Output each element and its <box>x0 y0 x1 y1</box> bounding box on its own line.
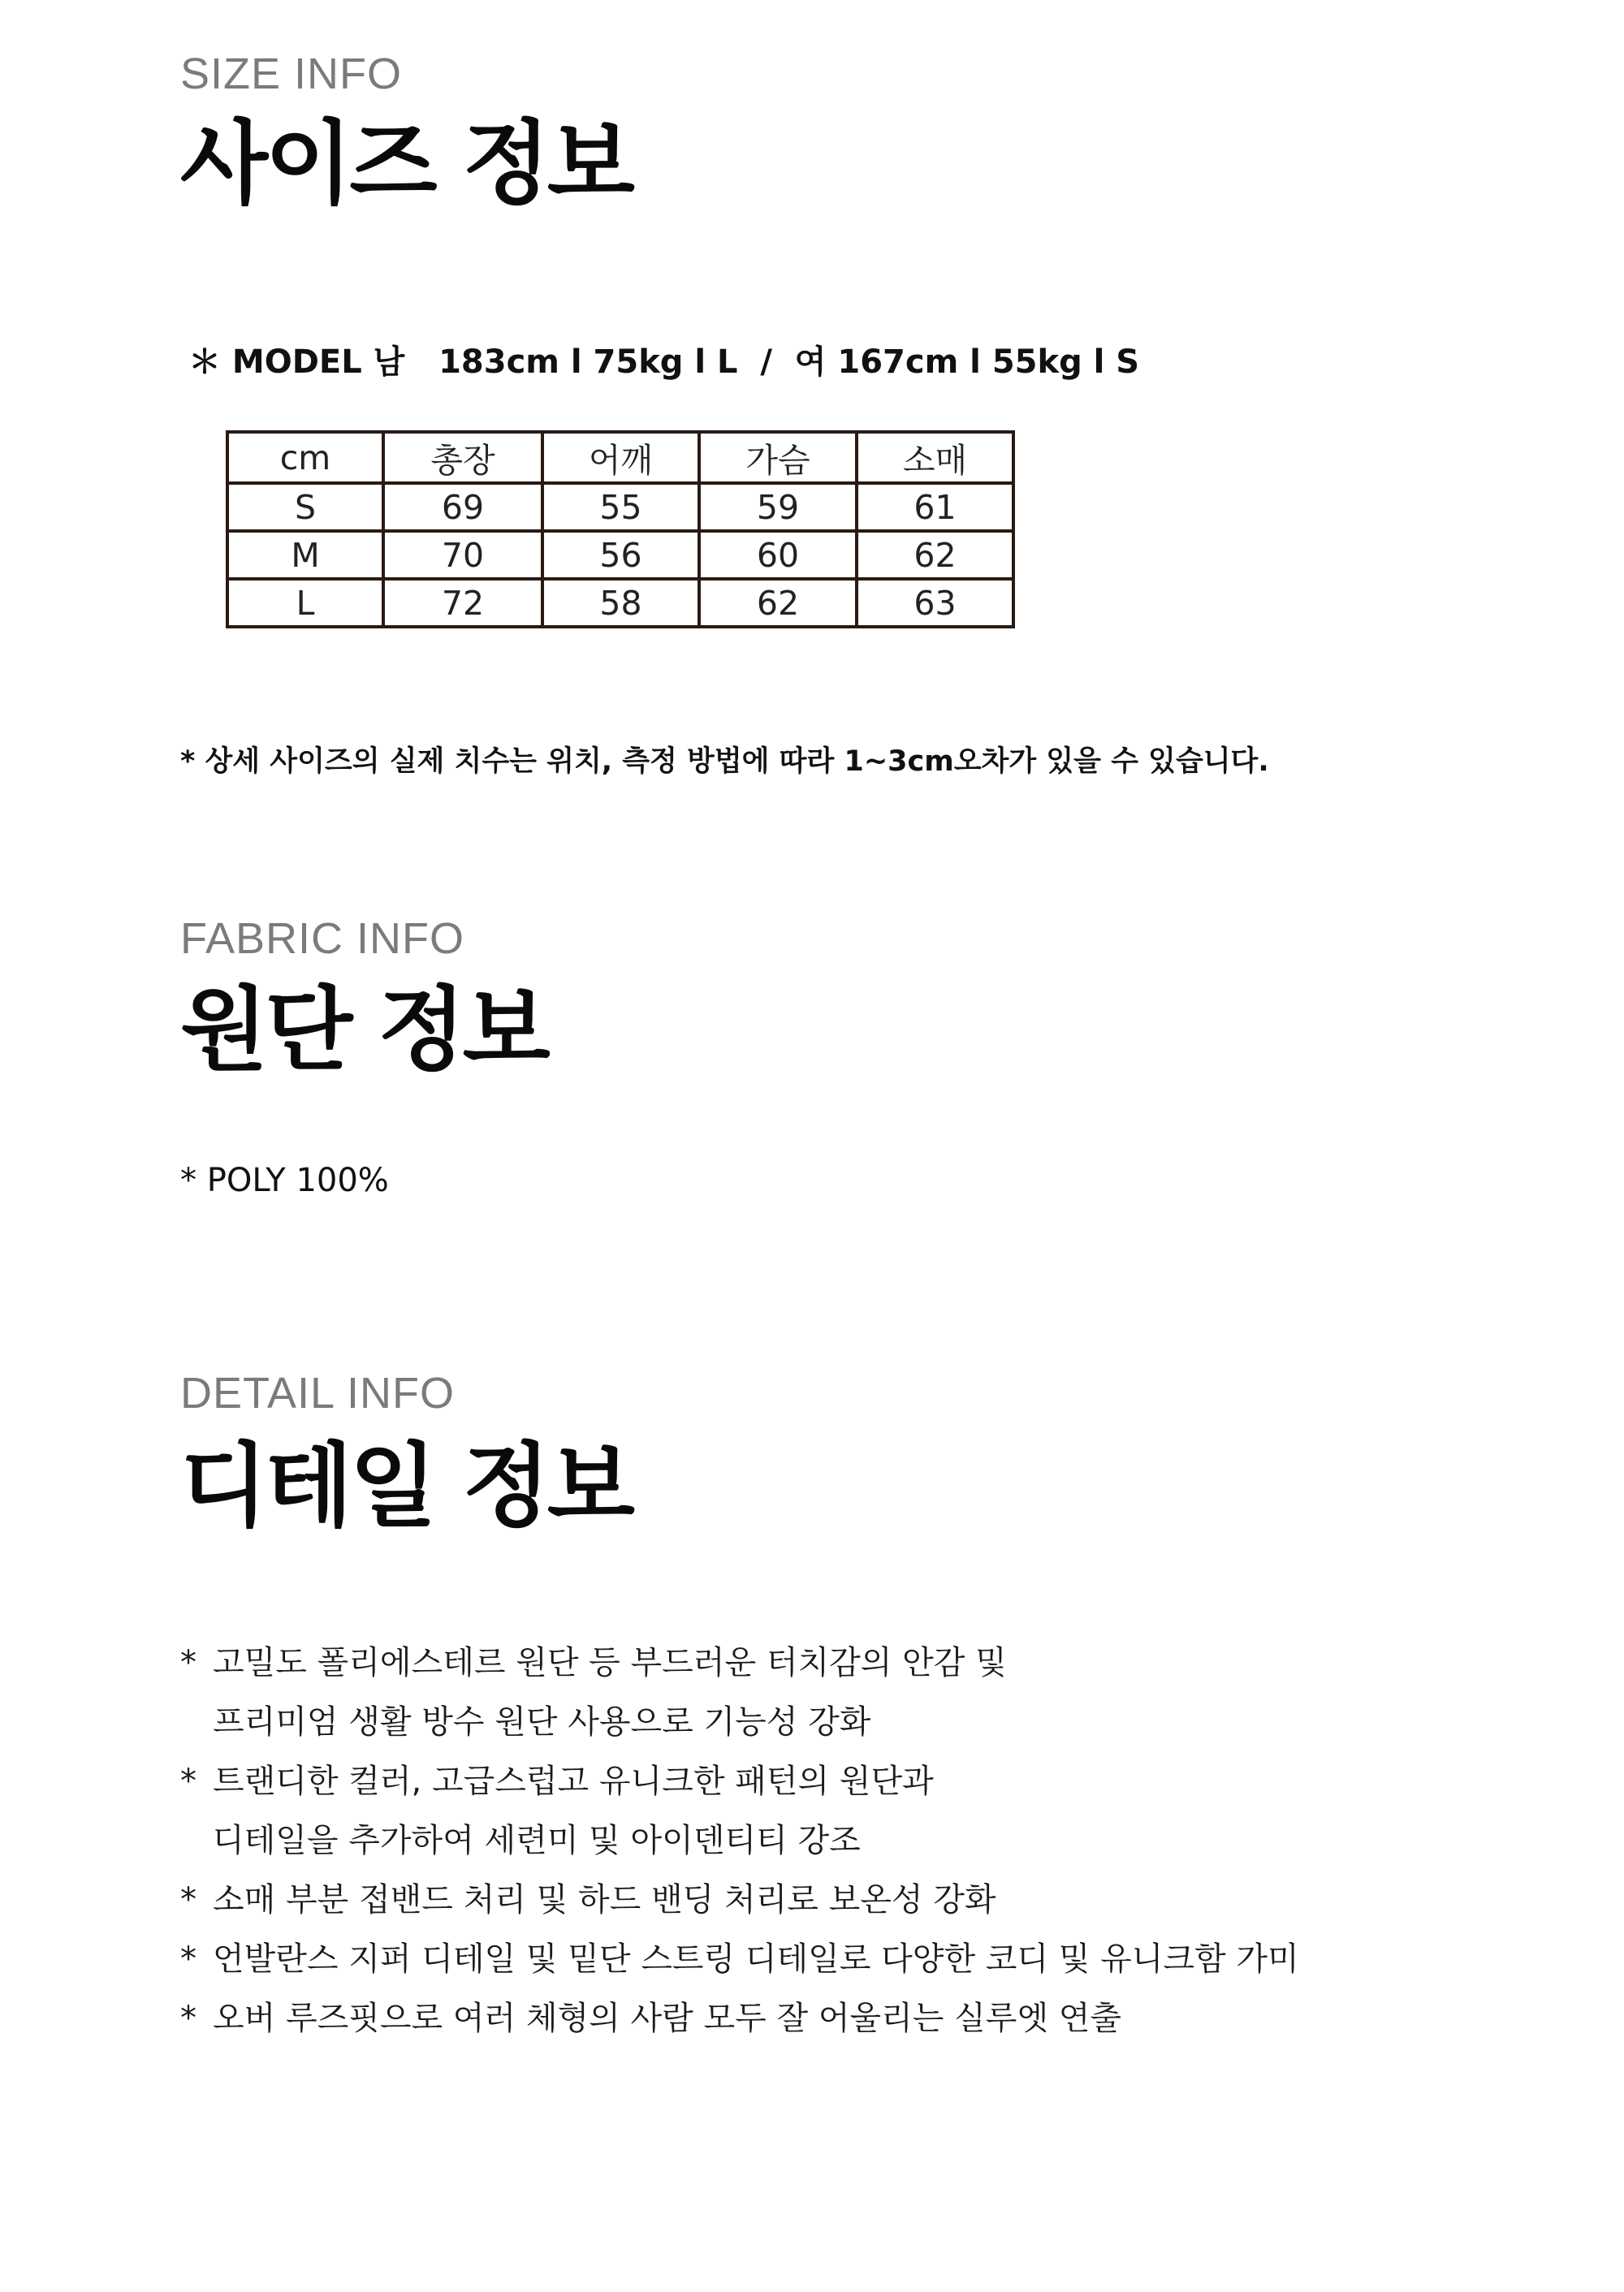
chest-cell: 62 <box>699 579 857 627</box>
length-cell: 72 <box>383 579 542 627</box>
detail-list <box>180 1634 1299 2048</box>
sleeve-cell: 63 <box>857 579 1013 627</box>
size-table-header-length: 총장 <box>383 432 542 483</box>
size-table-header-sleeve: 소매 <box>857 432 1013 483</box>
detail-item-line: 프리미엄 생활 방수 원단 사용으로 기능성 강화 <box>213 1703 871 1741</box>
sleeve-cell: 61 <box>857 483 1013 531</box>
size-info-eyebrow: SIZE INFO <box>180 50 403 98</box>
bullet-asterisk: * <box>180 1881 197 1919</box>
detail-item-line: 트랜디한 컬러, 고급스럽고 유니크한 패턴의 원단과 <box>213 1763 934 1800</box>
size-tolerance-note: * 상세 사이즈의 실제 치수는 위치, 측정 방법에 따라 1~3cm오차가 있을 수 있습니다. <box>180 745 1269 778</box>
detail-item-line: 디테일을 추가하여 세련미 및 아이덴티티 강조 <box>213 1822 861 1859</box>
detail-item-line: 소매 부분 접밴드 처리 및 하드 밴딩 처리로 보온성 강화 <box>213 1881 996 1919</box>
size-label: L <box>227 579 383 627</box>
fabric-info-eyebrow: FABRIC INFO <box>180 914 465 963</box>
size-label: S <box>227 483 383 531</box>
detail-item-line: 언발란스 지퍼 디테일 및 밑단 스트링 디테일로 다양한 코디 및 유니크함 가미 <box>213 1940 1299 1978</box>
size-table-row-l <box>227 579 1013 627</box>
fabric-info-title: 원단 정보 <box>180 978 547 1083</box>
fabric-composition: * POLY 100% <box>180 1162 389 1199</box>
detail-item <box>180 1634 1299 1752</box>
detail-info-title: 디테일 정보 <box>180 1434 632 1539</box>
bullet-asterisk: * <box>180 2000 197 2037</box>
size-table-header-row <box>227 432 1013 483</box>
shoulder-cell: 58 <box>542 579 699 627</box>
chest-cell: 59 <box>699 483 857 531</box>
detail-item-line: 오버 루즈핏으로 여러 체형의 사람 모두 잘 어울리는 실루엣 연출 <box>213 2000 1122 2037</box>
shoulder-cell: 56 <box>542 531 699 579</box>
detail-item <box>180 1752 1299 1871</box>
detail-item <box>180 1989 1299 2048</box>
chest-cell: 60 <box>699 531 857 579</box>
size-info-title: 사이즈 정보 <box>180 111 632 217</box>
bullet-asterisk: * <box>180 1644 197 1681</box>
size-label: M <box>227 531 383 579</box>
detail-item-line: 고밀도 폴리에스테르 원단 등 부드러운 터치감의 안감 및 <box>213 1644 1007 1681</box>
bullet-asterisk: * <box>180 1763 197 1800</box>
size-table-header-shoulder: 어깨 <box>542 432 699 483</box>
size-table-header-chest: 가슴 <box>699 432 857 483</box>
shoulder-cell: 55 <box>542 483 699 531</box>
size-table-row-s <box>227 483 1013 531</box>
bullet-asterisk: * <box>180 1940 197 1978</box>
size-table-header-unit: cm <box>227 432 383 483</box>
size-table-row-m <box>227 531 1013 579</box>
detail-item <box>180 1871 1299 1930</box>
sleeve-cell: 62 <box>857 531 1013 579</box>
detail-info-eyebrow: DETAIL INFO <box>180 1369 456 1418</box>
length-cell: 69 <box>383 483 542 531</box>
model-measurements: ＊ MODEL 남 183cm l 75kg l L / 여 167cm l 55kg l S <box>188 343 1140 381</box>
detail-item <box>180 1930 1299 1989</box>
length-cell: 70 <box>383 531 542 579</box>
size-table <box>226 430 1015 628</box>
